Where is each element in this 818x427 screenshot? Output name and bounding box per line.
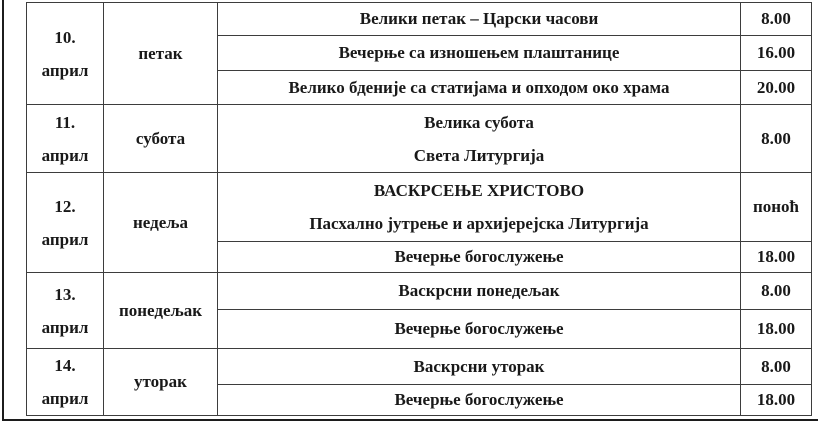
date-month: април xyxy=(41,229,89,249)
service-cell: Васкрсни понедељак xyxy=(218,273,741,310)
service-cell: Вечерње богослужење xyxy=(218,385,741,416)
date-month: април xyxy=(41,389,89,408)
table-row xyxy=(27,3,812,36)
schedule-table xyxy=(26,2,812,416)
date-number: 13. xyxy=(54,284,76,304)
date-cell xyxy=(27,173,104,273)
date-month: април xyxy=(41,145,89,165)
time-cell: 8.00 xyxy=(741,273,812,310)
service-cell: Вечерње богослужење xyxy=(218,310,741,349)
page-border-left xyxy=(2,0,4,421)
service-cell: Вечерње са изношењем плаштанице xyxy=(218,36,741,71)
day-cell: субота xyxy=(104,105,218,173)
time-cell: 8.00 xyxy=(741,349,812,385)
service-line: Пасхално јутрење и архијерејска Литургија xyxy=(309,214,649,233)
date-cell xyxy=(27,105,104,173)
service-cell xyxy=(218,105,741,173)
service-line: Велика субота xyxy=(424,112,534,132)
date-cell xyxy=(27,3,104,105)
date-month: април xyxy=(41,317,89,337)
service-line: ВАСКРСЕЊЕ ХРИСТОВО xyxy=(373,181,585,200)
service-cell xyxy=(218,173,741,242)
time-cell: поноћ xyxy=(741,173,812,242)
table-row xyxy=(27,173,812,242)
time-cell: 18.00 xyxy=(741,310,812,349)
table-row xyxy=(27,349,812,385)
time-cell: 8.00 xyxy=(741,105,812,173)
time-cell: 20.00 xyxy=(741,71,812,105)
service-line: Света Литургија xyxy=(413,145,545,165)
service-cell: Вечерње богослужење xyxy=(218,242,741,273)
time-cell: 18.00 xyxy=(741,242,812,273)
time-cell: 16.00 xyxy=(741,36,812,71)
table-row xyxy=(27,273,812,310)
service-cell: Васкрсни уторак xyxy=(218,349,741,385)
date-number: 14. xyxy=(54,356,76,375)
page-border-bottom xyxy=(2,419,818,421)
table-row xyxy=(27,105,812,173)
date-month: април xyxy=(41,60,89,80)
date-cell xyxy=(27,349,104,416)
day-cell: уторак xyxy=(104,349,218,416)
day-cell: петак xyxy=(104,3,218,105)
time-cell: 18.00 xyxy=(741,385,812,416)
date-number: 11. xyxy=(54,112,76,132)
time-cell: 8.00 xyxy=(741,3,812,36)
day-cell: недеља xyxy=(104,173,218,273)
day-cell: понедељак xyxy=(104,273,218,349)
service-cell: Велики петак – Царски часови xyxy=(218,3,741,36)
date-number: 10. xyxy=(54,27,76,47)
service-cell: Велико бденије са статијама и опходом око храма xyxy=(218,71,741,105)
date-number: 12. xyxy=(54,196,76,216)
date-cell xyxy=(27,273,104,349)
